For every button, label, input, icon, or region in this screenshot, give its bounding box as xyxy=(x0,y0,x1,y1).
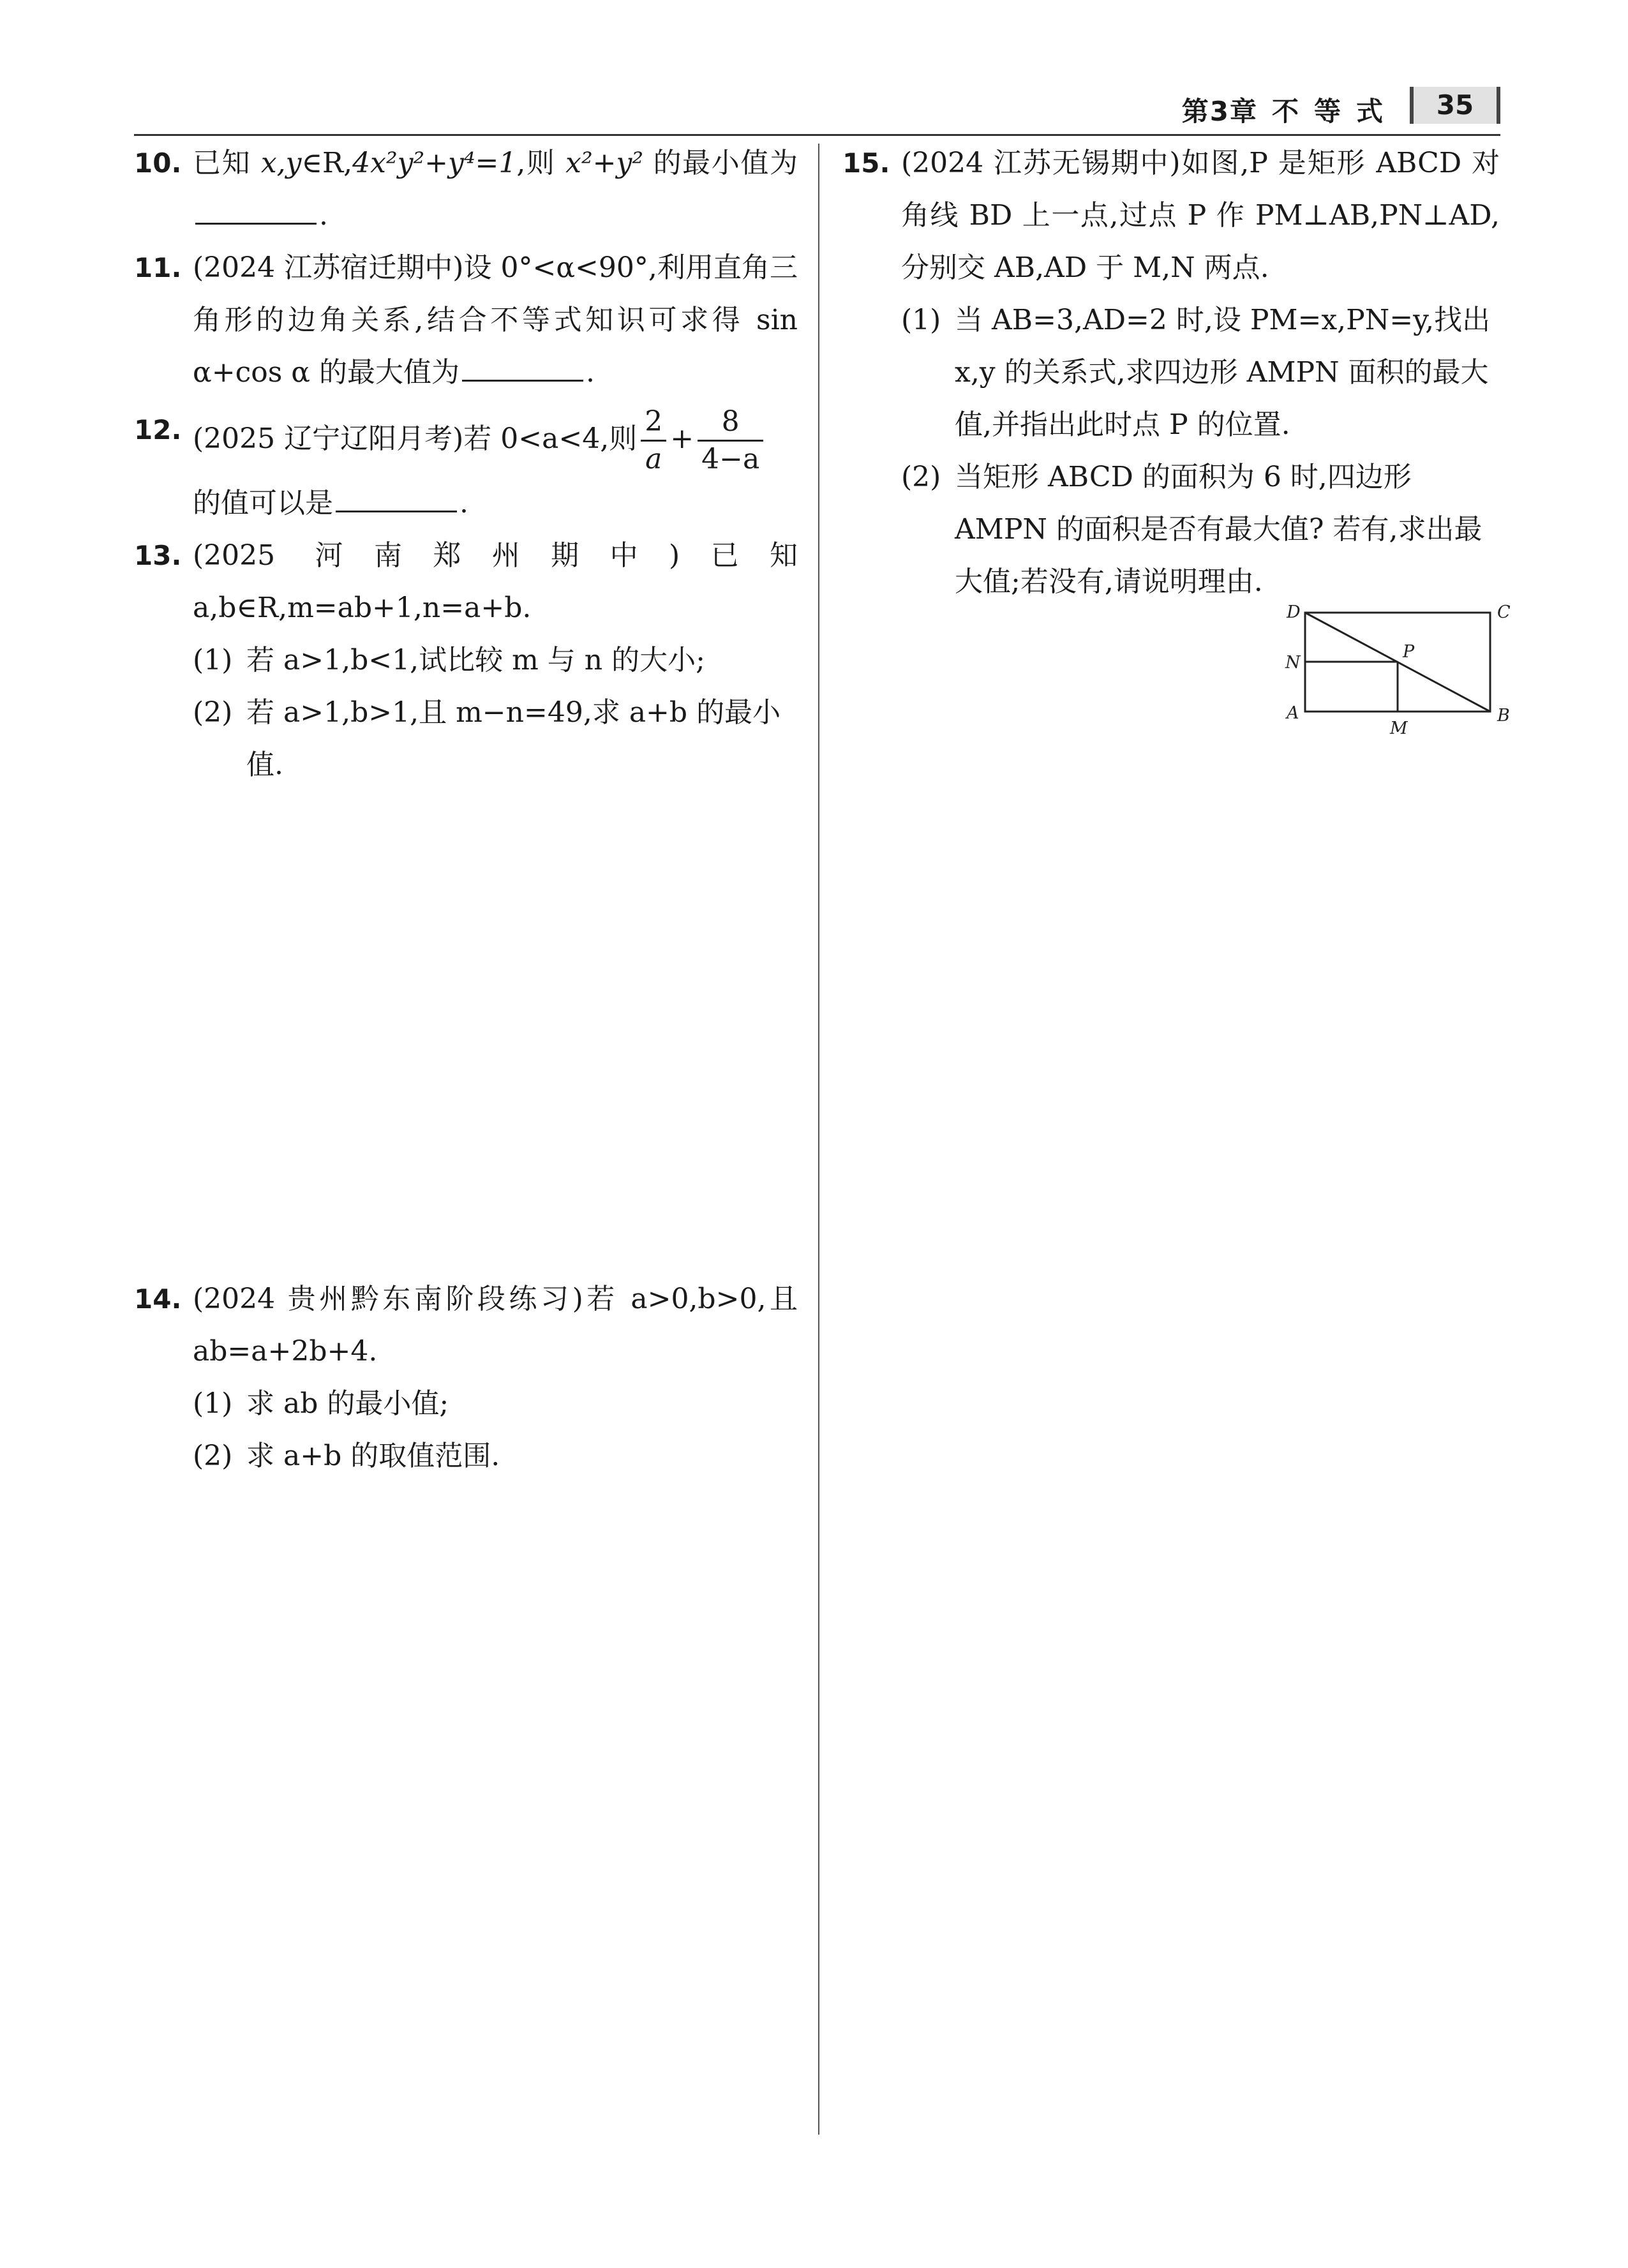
chapter-heading xyxy=(1182,91,1398,129)
label-n: N xyxy=(1285,653,1301,673)
question-source: (2024 江苏无锡期中) xyxy=(901,147,1181,179)
question-number: 11. xyxy=(134,252,182,283)
question-end: . xyxy=(586,356,595,389)
question-number: 14. xyxy=(134,1283,182,1315)
fraction-2-over-a xyxy=(641,404,666,477)
part-number: (2) xyxy=(901,461,941,493)
part-text: 求 a+b 的取值范围. xyxy=(246,1440,500,1472)
question-14-part-2 xyxy=(134,1430,798,1482)
math-target: x²+y² xyxy=(565,147,643,179)
label-c: C xyxy=(1497,602,1511,622)
left-column-lower xyxy=(134,1273,798,1482)
question-text: 已知 xyxy=(193,147,251,179)
part-number: (1) xyxy=(193,644,233,676)
label-m: M xyxy=(1390,719,1408,738)
math-equation: 4x²y²+y⁴=1 xyxy=(352,147,517,179)
question-source: (2024 贵州黔东南阶段练习) xyxy=(193,1283,583,1315)
question-number: 13. xyxy=(134,540,182,571)
fraction-numerator: 2 xyxy=(641,404,666,442)
question-11 xyxy=(134,242,798,399)
question-source: (2025 辽宁辽阳月考) xyxy=(193,422,464,455)
question-number: 10. xyxy=(134,147,182,179)
question-text: 若 0<a<4,则 xyxy=(463,422,638,455)
label-b: B xyxy=(1497,706,1510,726)
chapter-title-char: 等 xyxy=(1313,96,1342,127)
question-text: 设 0°<α<90°,利用直角三角形的边角关系,结合不等式知识可求得 xyxy=(193,251,798,336)
question-10 xyxy=(134,137,798,242)
page-header xyxy=(134,83,1500,136)
answer-blank[interactable] xyxy=(336,481,457,512)
right-column xyxy=(842,137,1500,608)
part-text: 当 AB=3,AD=2 时,设 PM=x,PN=y,找出 x,y 的关系式,求四边形 AMPN 面积的最大值,并指出此时点 P 的位置. xyxy=(955,304,1491,441)
question-number: 12. xyxy=(134,414,182,445)
question-14-part-1 xyxy=(134,1378,798,1430)
question-text: 的最大值为 xyxy=(319,356,459,389)
fraction-denominator: a xyxy=(645,443,662,475)
math-set: ∈R, xyxy=(301,147,353,179)
math-expression: sin α+cos α xyxy=(193,304,798,389)
answer-blank[interactable] xyxy=(462,350,583,382)
label-a: A xyxy=(1287,703,1299,723)
question-source: (2025 河南郑州期中) xyxy=(193,539,680,572)
rectangle-diagram xyxy=(1276,593,1519,740)
question-text: 如图,P 是矩形 ABCD 对角线 BD 上一点,过点 P 作 PM⊥AB,PN⊥AD,分别交 AB,AD 于 M,N 两点. xyxy=(901,147,1500,284)
part-number: (2) xyxy=(193,696,233,729)
label-p: P xyxy=(1403,642,1415,662)
answer-blank[interactable] xyxy=(195,193,317,225)
fraction-8-over-4-minus-a xyxy=(698,404,763,477)
question-end: . xyxy=(319,199,328,232)
question-14 xyxy=(134,1273,798,1378)
math-operator: + xyxy=(670,422,694,455)
question-15-part-2 xyxy=(842,451,1500,608)
question-text: ,则 xyxy=(516,147,556,179)
page-number: 35 xyxy=(1410,87,1500,124)
part-number: (1) xyxy=(901,304,941,336)
question-text: 的最小值为 xyxy=(653,147,798,179)
part-text: 若 a>1,b<1,试比较 m 与 n 的大小; xyxy=(246,644,705,676)
question-13-part-2 xyxy=(134,687,798,791)
part-text: 若 a>1,b>1,且 m−n=49,求 a+b 的最小值. xyxy=(246,696,781,781)
question-13 xyxy=(134,530,798,634)
chapter-title-char: 式 xyxy=(1355,96,1384,127)
chapter-label: 第3章 xyxy=(1181,96,1258,127)
fraction-numerator: 8 xyxy=(698,404,763,442)
question-text: 已知 a,b∈R,m=ab+1,n=a+b. xyxy=(193,539,798,624)
question-text: 的值可以是 xyxy=(193,487,333,519)
part-text: 求 ab 的最小值; xyxy=(246,1387,449,1420)
rectangle-figure xyxy=(1276,593,1519,740)
column-divider xyxy=(818,144,819,2135)
left-column xyxy=(134,137,798,791)
label-d: D xyxy=(1287,602,1301,622)
question-source: (2024 江苏宿迁期中) xyxy=(193,251,464,284)
question-15 xyxy=(842,137,1500,294)
math-vars: x,y xyxy=(260,147,302,179)
question-13-part-1 xyxy=(134,634,798,687)
question-number: 15. xyxy=(842,147,890,179)
question-end: . xyxy=(459,487,468,519)
question-text: 若 a>0,b>0,且 ab=a+2b+4. xyxy=(193,1283,798,1368)
part-text: 当矩形 ABCD 的面积为 6 时,四边形 AMPN 的面积是否有最大值? 若有,求出最大值;若没有,请说明理由. xyxy=(955,461,1482,598)
part-number: (2) xyxy=(193,1440,233,1472)
chapter-title-char: 不 xyxy=(1271,96,1300,127)
fraction-denominator: 4−a xyxy=(701,443,760,475)
question-15-part-1 xyxy=(842,294,1500,451)
part-number: (1) xyxy=(193,1387,233,1420)
question-12 xyxy=(134,404,798,530)
